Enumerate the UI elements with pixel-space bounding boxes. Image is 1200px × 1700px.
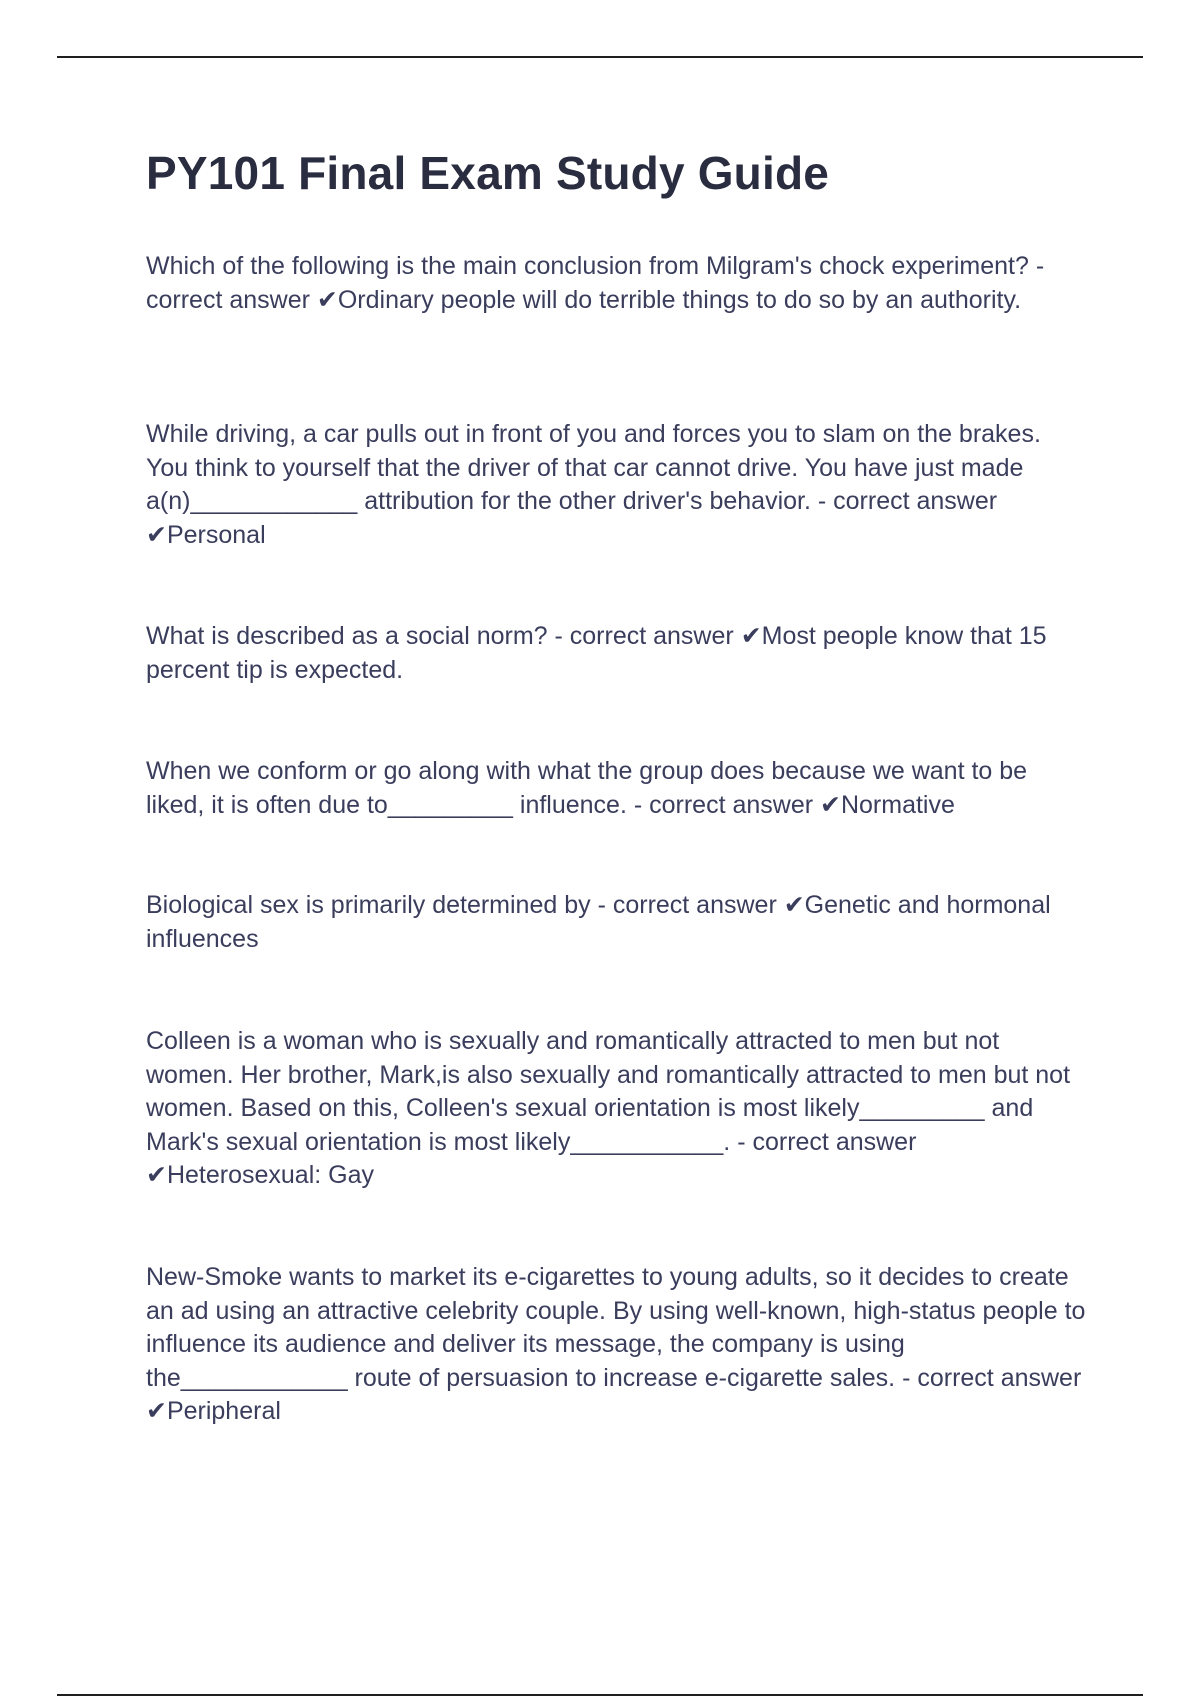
question-text: Colleen is a woman who is sexually and romantically attracted to men but not women. Her brother, Mark,is also sexually and romantically attracted to men but not women. Based on this, Colleen's sexual orientation is most likely_________ and Mark's sexual orientation is most likely___________. - correct answer xyxy=(146,1027,1071,1156)
question-text: When we conform or go along with what the group does because we want to be liked, it is often due to_________ influence. - correct answer xyxy=(146,757,1028,819)
answer-text: ✔Heterosexual: Gay xyxy=(146,1161,374,1189)
qa-item-3 xyxy=(146,620,1086,687)
question-text: Which of the following is the main conclusion from Milgram's chock experiment? - correct answer xyxy=(146,252,1045,314)
qa-item-4 xyxy=(146,755,1086,822)
answer-text: ✔Personal xyxy=(146,520,266,549)
question-text: While driving, a car pulls out in front of you and forces you to slam on the brakes. You think to yourself that the driver of that car cannot drive. You have just made a(n)____________ attribution for the other driver's behavior. - correct answer xyxy=(146,420,1041,515)
top-rule xyxy=(57,56,1143,58)
page-title: PY101 Final Exam Study Guide xyxy=(146,147,830,199)
answer-text: ✔Genetic and hormonal influences xyxy=(146,891,1051,953)
qa-item-6 xyxy=(146,1025,1086,1193)
qa-item-5 xyxy=(146,889,1086,956)
answer-text: ✔Normative xyxy=(820,790,955,819)
qa-item-2 xyxy=(146,418,1086,552)
question-text: Biological sex is primarily determined by - correct answer xyxy=(146,891,777,919)
qa-item-1 xyxy=(146,250,1086,317)
answer-text: ✔Most people know that 15 percent tip is expected. xyxy=(146,622,1047,684)
answer-text: ✔Peripheral xyxy=(146,1397,281,1425)
bottom-rule xyxy=(57,1694,1143,1696)
question-text: New-Smoke wants to market its e-cigarettes to young adults, so it decides to create an ad using an attractive celebrity couple. By using well-known, high-status people to influence its audience and deliver its message, the company is using the____________ route of persuasion to increase e-cigarette sales. - correct answer xyxy=(146,1263,1086,1392)
answer-text: ✔Ordinary people will do terrible things to do so by an authority. xyxy=(316,285,1022,314)
question-text: What is described as a social norm? - correct answer xyxy=(146,622,734,650)
qa-item-7 xyxy=(146,1261,1086,1429)
